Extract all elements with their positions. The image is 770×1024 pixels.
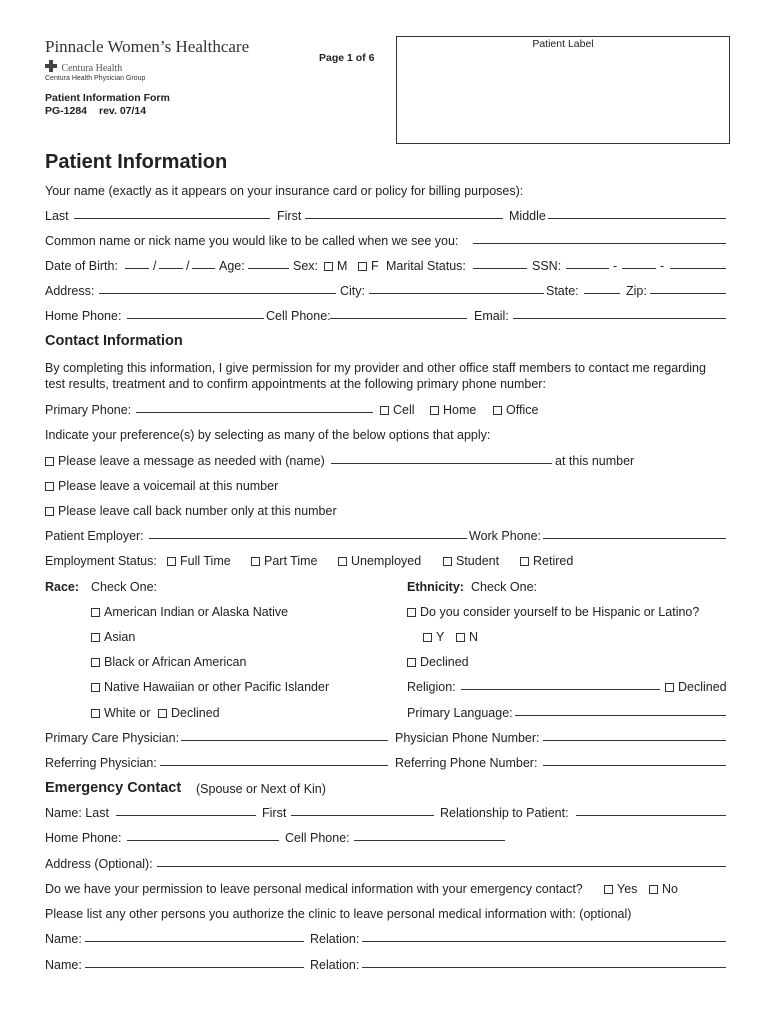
pcp-field[interactable] — [181, 740, 388, 741]
contact-heading: Contact Information — [45, 333, 183, 349]
other-relation-1-label: Relation: — [310, 932, 360, 946]
form-revision: rev. 07/14 — [99, 105, 147, 117]
part-time-checkbox[interactable] — [251, 557, 260, 566]
ssn-part-1[interactable] — [566, 268, 609, 269]
city-label: City: — [340, 284, 365, 298]
ethnicity-declined-option[interactable] — [407, 655, 469, 670]
at-number-label: at this number — [555, 454, 635, 468]
ssn-part-2[interactable] — [622, 268, 656, 269]
marital-label: Marital Status: — [386, 259, 466, 273]
race-option-asian[interactable] — [91, 630, 135, 645]
last-label: Last — [45, 209, 69, 223]
preference-text: Indicate your preference(s) by selecting as many of the below options that apply: — [45, 428, 491, 442]
centura-subtitle: Centura Health Physician Group — [45, 75, 146, 82]
ethnicity-label: Ethnicity: — [407, 580, 464, 594]
emergency-subheading: (Spouse or Next of Kin) — [196, 782, 326, 796]
part-time-option[interactable] — [251, 554, 318, 569]
first-label: First — [277, 209, 302, 223]
student-label: Student — [456, 554, 500, 568]
full-time-checkbox[interactable] — [167, 557, 176, 566]
work-phone-field[interactable] — [543, 538, 726, 539]
sex-f-checkbox[interactable] — [358, 262, 367, 271]
emergency-last-label: Name: Last — [45, 806, 109, 820]
city-field[interactable] — [369, 293, 544, 294]
student-checkbox[interactable] — [443, 557, 452, 566]
full-time-option[interactable] — [167, 554, 231, 569]
age-label: Age: — [219, 259, 245, 273]
common-name-field[interactable] — [473, 243, 726, 244]
employer-field[interactable] — [149, 538, 467, 539]
sex-label: Sex: — [293, 259, 319, 273]
emergency-home-phone-label: Home Phone: — [45, 831, 122, 845]
ethnicity-declined-label: Declined — [420, 655, 469, 669]
hispanic-yes-label: Y — [436, 630, 445, 644]
other-persons-text: Please list any other persons you authorize the clinic to leave personal medical information with: (optional) — [45, 907, 632, 921]
relationship-label: Relationship to Patient: — [440, 806, 569, 820]
office-checkbox[interactable] — [493, 406, 502, 415]
student-option[interactable] — [443, 554, 499, 569]
ethnicity-declined-checkbox[interactable] — [407, 658, 416, 667]
emergency-address-field[interactable] — [157, 866, 726, 867]
ethnicity-check-one: Check One: — [471, 580, 538, 594]
dob-label: Date of Birth: — [45, 259, 118, 273]
hispanic-yes-option[interactable] — [423, 630, 444, 645]
ssn-dash-1: - — [613, 259, 618, 273]
american-indian-checkbox[interactable] — [91, 608, 100, 617]
part-time-label: Part Time — [264, 554, 318, 568]
zip-field[interactable] — [650, 293, 726, 294]
black-label: Black or African American — [104, 655, 247, 669]
hispanic-no-checkbox[interactable] — [456, 633, 465, 642]
message-name-field[interactable] — [331, 463, 552, 464]
office-label: Office — [506, 403, 539, 417]
home-phone-label: Home Phone: — [45, 309, 122, 323]
hispanic-option[interactable] — [407, 605, 699, 620]
white-label: White or — [104, 706, 151, 720]
permission-no-checkbox[interactable] — [649, 885, 658, 894]
religion-declined-checkbox[interactable] — [665, 683, 674, 692]
ssn-part-3[interactable] — [670, 268, 726, 269]
referring-label: Referring Physician: — [45, 756, 157, 770]
centura-logo — [45, 58, 122, 76]
ssn-label: SSN: — [532, 259, 562, 273]
hispanic-no-option[interactable] — [456, 630, 478, 645]
callback-checkbox[interactable] — [45, 507, 54, 516]
religion-field[interactable] — [461, 689, 660, 690]
leave-message-label: Please leave a message as needed with (name) — [58, 454, 325, 468]
hispanic-checkbox[interactable] — [407, 608, 416, 617]
cross-icon — [45, 60, 57, 72]
home-checkbox[interactable] — [430, 406, 439, 415]
form-code: PG-1284 — [45, 105, 88, 117]
relationship-field[interactable] — [576, 815, 726, 816]
pcp-phone-label: Physician Phone Number: — [395, 731, 540, 745]
patient-label-box — [396, 36, 730, 144]
referring-phone-field[interactable] — [543, 765, 726, 766]
emergency-address-label: Address (Optional): — [45, 857, 153, 871]
religion-declined-option[interactable] — [665, 680, 727, 695]
patient-label-caption: Patient Label — [532, 38, 594, 50]
emergency-first-field[interactable] — [291, 815, 434, 816]
other-relation-2-label: Relation: — [310, 958, 360, 972]
leave-message-checkbox[interactable] — [45, 457, 54, 466]
emergency-cell-phone-label: Cell Phone: — [285, 831, 350, 845]
voicemail-option[interactable] — [45, 479, 278, 494]
age-field[interactable] — [248, 268, 289, 269]
middle-label: Middle — [509, 209, 546, 223]
callback-label: Please leave call back number only at this number — [58, 504, 337, 518]
marital-field[interactable] — [473, 268, 527, 269]
ssn-dash-2: - — [660, 259, 665, 273]
middle-name-field[interactable] — [548, 218, 726, 219]
religion-declined-label: Declined — [678, 680, 727, 694]
language-field[interactable] — [515, 715, 726, 716]
cell-label: Cell — [393, 403, 415, 417]
race-option-white[interactable] — [91, 706, 151, 721]
pcp-label: Primary Care Physician: — [45, 731, 180, 745]
american-indian-label: American Indian or Alaska Native — [104, 605, 289, 619]
white-checkbox[interactable] — [91, 709, 100, 718]
hispanic-no-label: N — [469, 630, 479, 644]
permission-yes-label: Yes — [617, 882, 638, 896]
race-option-hawaiian[interactable] — [91, 680, 329, 695]
common-name-label: Common name or nick name you would like to be called when we see you: — [45, 234, 459, 248]
page-title: Patient Information — [45, 151, 228, 173]
retired-option[interactable] — [520, 554, 573, 569]
address-label: Address: — [45, 284, 95, 298]
dob-month-field[interactable] — [125, 268, 149, 269]
cell-phone-label: Cell Phone: — [266, 309, 331, 323]
race-option-declined[interactable] — [158, 706, 220, 721]
referring-phone-label: Referring Phone Number: — [395, 756, 538, 770]
permission-text-2: test results, treatment and to confirm appointments at the following primary phone number: — [45, 377, 546, 391]
voicemail-checkbox[interactable] — [45, 482, 54, 491]
race-check-one: Check One: — [91, 580, 158, 594]
name-intro: Your name (exactly as it appears on your insurance card or policy for billing purposes): — [45, 184, 524, 198]
sex-f-option[interactable] — [358, 259, 379, 274]
form-name: Patient Information Form — [45, 92, 170, 104]
language-label: Primary Language: — [407, 706, 513, 720]
race-declined-label: Declined — [171, 706, 220, 720]
emergency-heading: Emergency Contact — [45, 780, 182, 796]
pcp-phone-field[interactable] — [543, 740, 726, 741]
race-declined-checkbox[interactable] — [158, 709, 167, 718]
leave-message-option[interactable] — [45, 454, 325, 469]
sex-m-checkbox[interactable] — [324, 262, 333, 271]
race-label: Race: — [45, 580, 80, 594]
home-label: Home — [443, 403, 477, 417]
other-name-1-label: Name: — [45, 932, 82, 946]
page-number: Page 1 of 6 — [319, 52, 375, 64]
permission-yes-option[interactable] — [604, 882, 637, 897]
last-name-field[interactable] — [74, 218, 270, 219]
emergency-home-phone-field[interactable] — [127, 840, 279, 841]
first-name-field[interactable] — [305, 218, 503, 219]
retired-checkbox[interactable] — [520, 557, 529, 566]
phone-type-office[interactable] — [493, 403, 538, 418]
religion-label: Religion: — [407, 680, 456, 694]
address-field[interactable] — [99, 293, 336, 294]
hispanic-label: Do you consider yourself to be Hispanic or Latino? — [420, 605, 700, 619]
cell-phone-field[interactable] — [330, 318, 467, 319]
race-option-black[interactable] — [91, 655, 246, 670]
black-checkbox[interactable] — [91, 658, 100, 667]
retired-label: Retired — [533, 554, 574, 568]
dob-slash-2: / — [186, 259, 190, 273]
primary-phone-field[interactable] — [136, 412, 373, 413]
sex-m-option[interactable] — [324, 259, 347, 274]
phone-type-home[interactable] — [430, 403, 476, 418]
work-phone-label: Work Phone: — [469, 529, 542, 543]
sex-f-label: F — [371, 259, 379, 273]
callback-option[interactable] — [45, 504, 337, 519]
zip-label: Zip: — [626, 284, 647, 298]
hawaiian-label: Native Hawaiian or other Pacific Islander — [104, 680, 330, 694]
permission-text-1: By completing this information, I give permission for my provider and other office staff members to contact me regarding — [45, 361, 706, 375]
permission-yes-checkbox[interactable] — [604, 885, 613, 894]
other-name-1-field[interactable] — [85, 941, 304, 942]
emergency-first-label: First — [262, 806, 287, 820]
voicemail-label: Please leave a voicemail at this number — [58, 479, 279, 493]
dob-year-field[interactable] — [192, 268, 215, 269]
unemployed-label: Unemployed — [351, 554, 422, 568]
employer-label: Patient Employer: — [45, 529, 144, 543]
phone-type-cell[interactable] — [380, 403, 415, 418]
org-logo-name: Pinnacle Women’s Healthcare — [45, 37, 250, 56]
primary-phone-label: Primary Phone: — [45, 403, 132, 417]
race-option-american-indian[interactable] — [91, 605, 288, 620]
asian-label: Asian — [104, 630, 136, 644]
state-field[interactable] — [584, 293, 620, 294]
cell-checkbox[interactable] — [380, 406, 389, 415]
unemployed-checkbox[interactable] — [338, 557, 347, 566]
dob-slash-1: / — [153, 259, 157, 273]
hispanic-yes-checkbox[interactable] — [423, 633, 432, 642]
emergency-last-field[interactable] — [116, 815, 256, 816]
asian-checkbox[interactable] — [91, 633, 100, 642]
home-phone-field[interactable] — [127, 318, 264, 319]
sex-m-label: M — [337, 259, 348, 273]
permission-no-option[interactable] — [649, 882, 678, 897]
email-field[interactable] — [513, 318, 726, 319]
email-label: Email: — [474, 309, 509, 323]
permission-no-label: No — [662, 882, 678, 896]
unemployed-option[interactable] — [338, 554, 421, 569]
state-label: State: — [546, 284, 579, 298]
referring-field[interactable] — [160, 765, 388, 766]
other-relation-1-field[interactable] — [362, 941, 726, 942]
full-time-label: Full Time — [180, 554, 231, 568]
employment-status-label: Employment Status: — [45, 554, 157, 568]
emergency-cell-phone-field[interactable] — [354, 840, 505, 841]
dob-day-field[interactable] — [159, 268, 183, 269]
centura-name: Centura Health — [61, 63, 123, 74]
other-name-2-label: Name: — [45, 958, 82, 972]
permission-question: Do we have your permission to leave personal medical information with your emergency contact? — [45, 882, 583, 896]
hawaiian-checkbox[interactable] — [91, 683, 100, 692]
other-name-2-field[interactable] — [85, 967, 304, 968]
other-relation-2-field[interactable] — [362, 967, 726, 968]
